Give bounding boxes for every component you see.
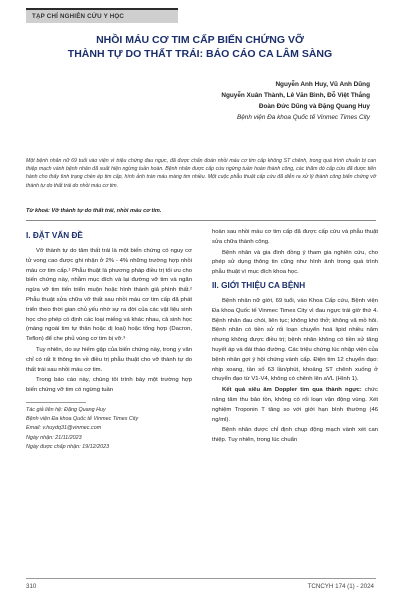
author-block: [110, 79, 370, 123]
journal-name: TẠP CHÍ NGHIÊN CỨU Y HỌC: [26, 8, 178, 23]
authors-line-2: Nguyễn Xuân Thành, Lê Văn Bình, Đỗ Việt Thắng: [221, 92, 370, 99]
affiliation: Bệnh viện Đa khoa Quốc tế Vinmec Times City: [236, 114, 370, 121]
intro-paragraph-3: Trong báo cáo này, chúng tôi trình bày một trường hợp biến chứng vỡ tim có ngừng tuần: [26, 377, 192, 394]
footnote-affiliation: Bệnh viện Đa khoa Quốc tế Vinmec Times City: [26, 416, 139, 423]
echo-paragraph: [212, 386, 378, 425]
title-line-1: NHỒI MÁU CƠ TIM CẤP BIẾN CHỨNG VỠ: [96, 34, 304, 46]
footnote-email: Email: v.huydq31@vinmec.com: [26, 425, 102, 432]
intro-paragraph-1: Vỡ thành tự do tâm thất trái là một biến chứng có nguy cơ tử vong cao được ghi nhận ở 2% - 4% những trường hợp nhồi máu cơ tim cấp.¹ Phẫu thuật là phương pháp điều trị tối ưu cho biến chứng này, nhằm mục đích và lại đường vỡ tim và ngăn ngừa vỡ tim tiến triển muộn hoặc hình thành giả phình thất.² Phẫu thuật sửa chữa vỡ thất sau nhồi máu cơ tim cấp đã phát triển theo thời gian chủ yếu nhờ sự ra đời của các vật liệu sinh học cho phép có định các loại miếng vá khác nhau, cả sinh học (màng ngoài tim tự thân hoặc dị loại) hoặc tổng hợp (Dacron, Teflon) để che phủ vùng cơ tim bị vỡ.³: [26, 248, 192, 343]
echo-label: Kết quả siêu âm Doppler tim qua thành ngực:: [222, 387, 362, 394]
abstract: Một bệnh nhân nữ 69 tuổi vào viện vì triệu chứng đau ngực, đã được chẩn đoán nhồi máu cơ tim cấp không ST chênh, trong quá trình chuẩn bị can thiệp mạch vành bệnh nhân đã xuất hiện ngừng tuần hoàn. Bệnh nhân được cấp cứu ngừng tuần hoàn thành công, các thăm dò cấp cứu đã được tiến hành cho thấy tình trạng chèn ép tim cấp, hình ảnh tràn máu màng tim nhiều. Một cuộc phẫu thuật cấp cứu đã diễn ra xử lý thành công biến chứng vỡ thành tự do thất trái do nhồi máu cơ tim.: [26, 158, 376, 189]
echo-text: chức năng tâm thu bảo tồn, không có rối loạn vận động vùng. Xét nghiệm Troponin T tăng so với giới hạn bình thường (46 ng/ml).: [212, 387, 379, 423]
footnote-received: Ngày nhận: 21/11/2023: [26, 434, 82, 441]
authors-line-3: Đoàn Đức Dũng và Đặng Quang Huy: [258, 103, 370, 110]
left-column: [26, 228, 192, 452]
footnote-divider: [26, 402, 86, 403]
footnote-accepted: Ngày được chấp nhận: 19/12/2023: [26, 443, 110, 450]
keywords: Từ khoá: Vỡ thành tự do thất trái, nhồi máu cơ tim.: [26, 208, 162, 214]
consent-paragraph: Bệnh nhân và gia đình đồng ý tham gia nghiên cứu, cho phép sử dụng thông tin cũng như hình ảnh trong quá trình phẫu thuật vì mục đích khoa học.: [212, 249, 378, 276]
title-line-2: THÀNH TỰ DO THẤT TRÁI: BÁO CÁO CA LÂM SÀNG: [67, 48, 333, 60]
right-column: [212, 228, 378, 447]
section-heading-intro: I. ĐẶT VẤN ĐỀ: [26, 231, 83, 240]
journal-issue: TCNCYH 174 (1) - 2024: [307, 583, 374, 590]
footnote-author: Tác giả liên hệ: Đặng Quang Huy: [26, 406, 106, 413]
article-title: [20, 33, 380, 61]
correspondence-footnote: [26, 406, 192, 452]
case-paragraph-1: Bệnh nhân nữ giới, 69 tuổi, vào Khoa Cấp cứu, Bệnh viện Đa khoa Quốc tế Vinmec Times City vì đau ngực trái giờ thứ 4. Bệnh nhân đau chói, liên tục; không khó thở; không vã mồ hôi. Bệnh nhân có tiền sử rối loạn chuyển hoá lipid nhiều năm nhưng không được điều trị; bệnh nhân không có tiền sử tăng huyết áp và đái tháo đường. Các triệu chứng lúc nhập viện của bệnh nhân gợi ý hội chứng vành cấp. Điện tim 12 chuyển đạo: nhịp xoang, tần số 63 lần/phút, khoảng ST chênh xuống ở chuyển đạo từ V1-V4, không có chênh lên aVL (Hình 1).: [212, 297, 378, 383]
intro-paragraph-2: Tuy nhiên, do sự hiếm gặp của biến chứng này, trong y văn chỉ có rất ít thông tin về điều trị phẫu thuật cho vỡ thành tự do thất trái sau nhồi máu cơ tim.: [26, 346, 192, 373]
authors-line-1: Nguyễn Anh Huy, Vũ Anh Dũng: [275, 81, 370, 88]
page-number: 310: [26, 583, 37, 590]
footer-divider: [26, 578, 376, 579]
divider: [26, 220, 376, 221]
section-heading-case: II. GIỚI THIỆU CA BỆNH: [212, 280, 306, 290]
case-paragraph-2: Bệnh nhân được chỉ định chụp động mạch vành xét can thiệp. Tuy nhiên, trong lúc chuẩn: [212, 427, 378, 444]
intro-continued: hoàn sau nhồi máu cơ tim cấp đã được cấp cứu và phẫu thuật sửa chữa thành công.: [212, 229, 378, 245]
